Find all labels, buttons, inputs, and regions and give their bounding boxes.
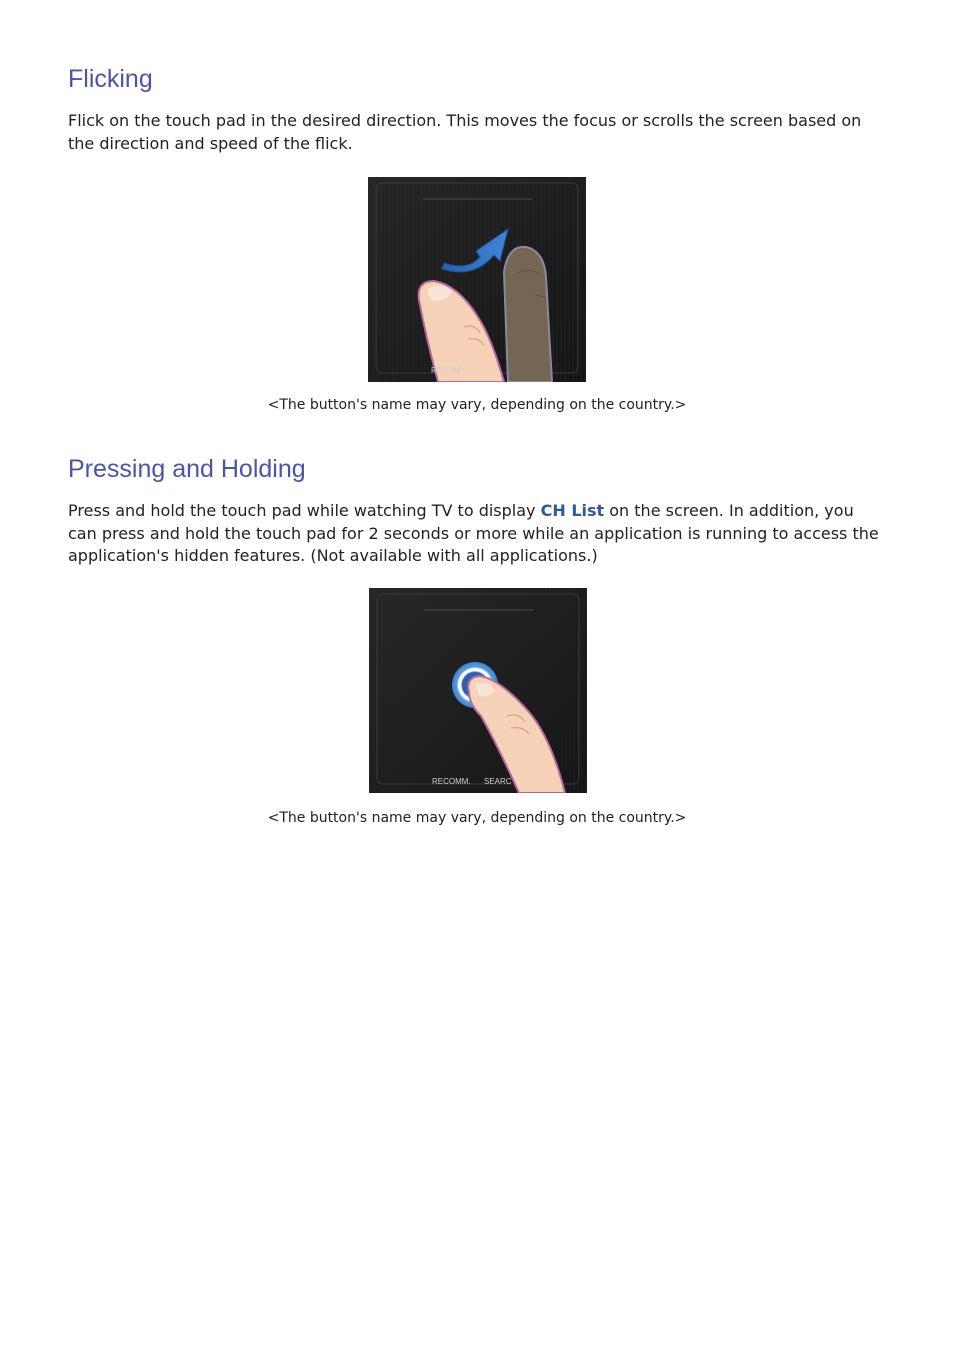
section-title-flicking: Flicking — [68, 65, 153, 93]
flicking-illustration — [368, 177, 586, 382]
pad-button-label: RECOM — [431, 366, 461, 375]
section-title-pressing-holding: Pressing and Holding — [68, 455, 306, 483]
pressing-holding-illustration — [369, 588, 587, 793]
pad-button-label-search: SEARC — [484, 777, 512, 786]
pressing-holding-caption: <The button's name may vary, depending on the country.> — [267, 810, 687, 826]
flicking-caption: <The button's name may vary, depending on the country.> — [267, 397, 687, 413]
flicking-description: Flick on the touch pad in the desired direction. This moves the focus or scrolls the screen based on the direction and speed of the flick. — [68, 111, 862, 153]
pressing-holding-description: Press and hold the touch pad while watching TV to display CH List on the screen. In addition, you can press and hold the touch pad for 2 seconds or more while an application is running to access the application's hidden features. (Not available with all applications.) — [68, 501, 879, 565]
ch-list-term: CH List — [540, 501, 605, 520]
pad-button-label-recomm: RECOMM. — [432, 777, 471, 786]
